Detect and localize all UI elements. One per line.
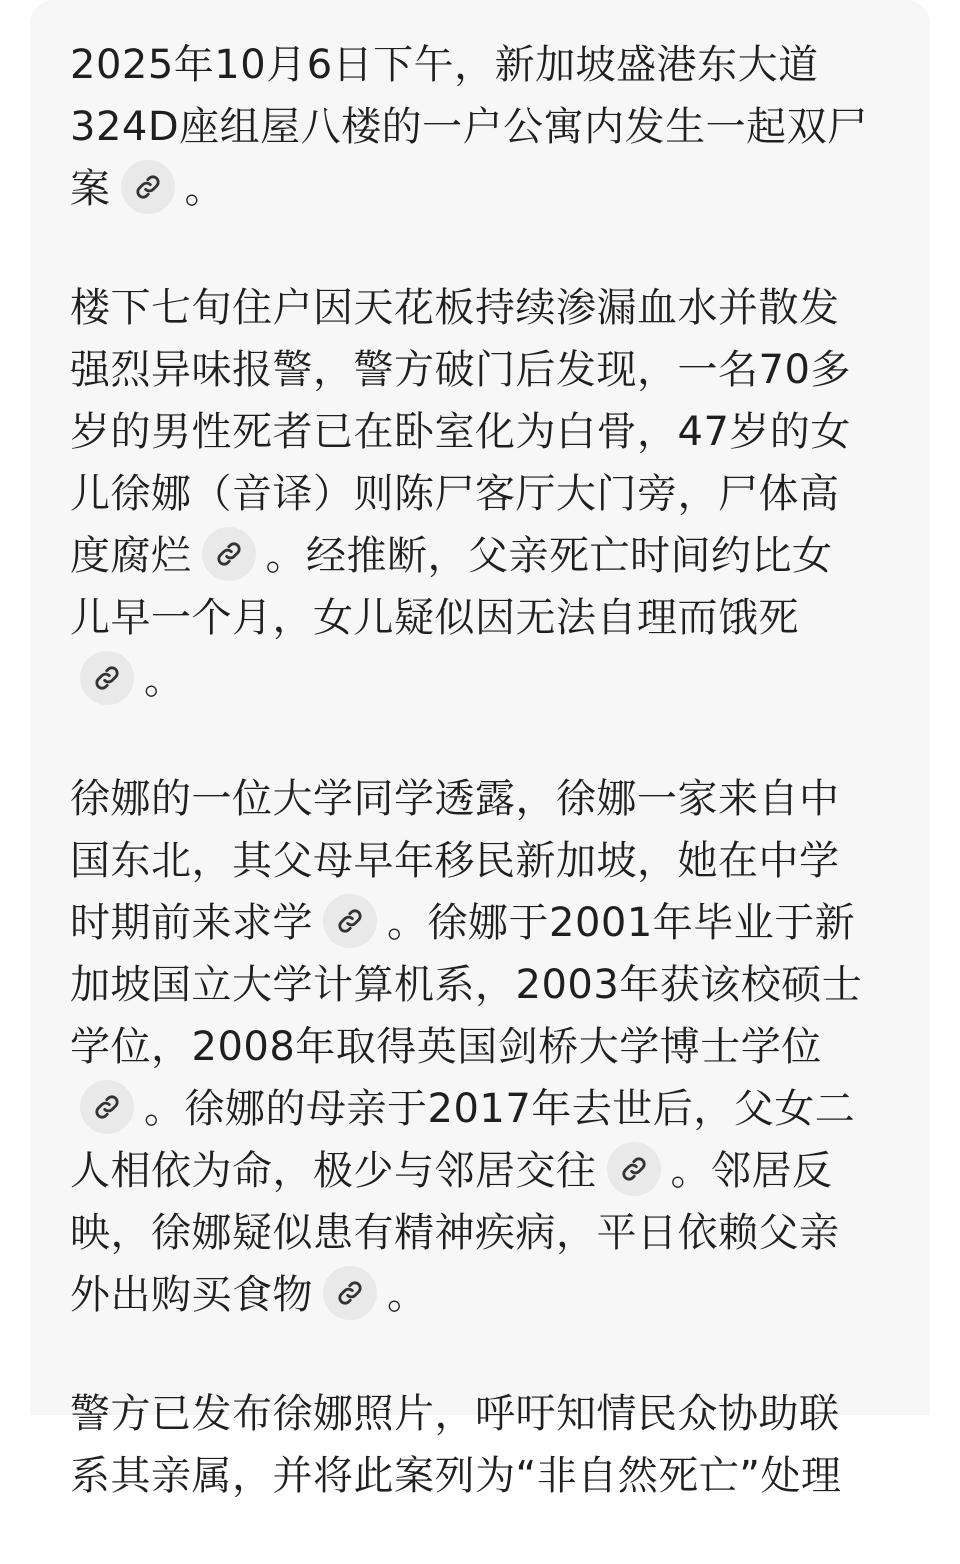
text-segment: 加坡国立大学计算机系，2003年获该校硕士 — [70, 962, 863, 1008]
text-line — [70, 34, 880, 96]
text-segment: 强烈异味报警，警方破门后发现，一名70多 — [70, 347, 851, 393]
text-segment: 。 — [387, 1272, 428, 1318]
text-segment: 映，徐娜疑似患有精神疾病，平日依赖父亲 — [70, 1210, 840, 1256]
text-line — [70, 277, 880, 339]
source-link-button[interactable] — [202, 527, 256, 581]
text-line — [70, 1140, 880, 1202]
source-link-button[interactable] — [121, 160, 175, 214]
text-segment: 楼下七旬住户因天花板持续渗漏血水并散发 — [70, 285, 840, 331]
text-line — [70, 525, 880, 587]
text-line — [70, 96, 880, 158]
text-segment: 儿早一个月，女儿疑似因无法自理而饿死 — [70, 595, 799, 641]
text-segment: 外出购买食物 — [70, 1272, 313, 1318]
text-line — [70, 401, 880, 463]
text-segment: 岁的男性死者已在卧室化为白骨，47岁的女 — [70, 409, 851, 455]
text-segment: 儿徐娜（音译）则陈尸客厅大门旁，尸体高 — [70, 471, 840, 517]
text-segment: 人相依为命，极少与邻居交往 — [70, 1148, 597, 1194]
text-segment: 警方已发布徐娜照片，呼吁知情民众协助联 — [70, 1391, 840, 1437]
text-segment: 度腐烂 — [70, 533, 192, 579]
text-segment: 。 — [184, 166, 225, 212]
text-line — [70, 587, 880, 649]
article-body — [70, 34, 880, 1564]
text-line — [70, 649, 880, 711]
text-segment: 学位，2008年取得英国剑桥大学博士学位 — [70, 1024, 822, 1070]
text-line — [70, 830, 880, 892]
paragraph — [70, 1383, 880, 1507]
text-segment: 。经推断，父亲死亡时间约比女 — [265, 533, 833, 579]
text-segment: 。徐娜于2001年毕业于新 — [387, 900, 856, 946]
text-segment: 时期前来求学 — [70, 900, 313, 946]
text-line — [70, 768, 880, 830]
paragraph — [70, 768, 880, 1326]
text-segment: 系其亲属，并将此案列为“非自然死亡”处理 — [70, 1453, 842, 1499]
source-link-button[interactable] — [323, 894, 377, 948]
text-line — [70, 954, 880, 1016]
text-line — [70, 1078, 880, 1140]
source-link-button[interactable] — [80, 1080, 134, 1134]
text-line — [70, 1383, 880, 1445]
source-link-button[interactable] — [80, 651, 134, 705]
text-line — [70, 1264, 880, 1326]
text-segment: 。邻居反 — [670, 1148, 833, 1194]
text-line — [70, 158, 880, 220]
text-line — [70, 1445, 880, 1507]
text-segment: 案 — [70, 166, 111, 212]
paragraph — [70, 277, 880, 711]
text-segment: 2025年10月6日下午，新加坡盛港东大道 — [70, 42, 819, 88]
text-line — [70, 1016, 880, 1078]
source-link-button[interactable] — [607, 1142, 661, 1196]
text-segment: 。 — [144, 657, 185, 703]
text-segment: 国东北，其父母早年移民新加坡，她在中学 — [70, 838, 840, 884]
text-segment: 324D座组屋八楼的一户公寓内发生一起双尸 — [70, 104, 868, 150]
text-line — [70, 463, 880, 525]
text-line — [70, 1202, 880, 1264]
paragraph — [70, 34, 880, 220]
text-line — [70, 892, 880, 954]
text-segment: 徐娜的一位大学同学透露，徐娜一家来自中 — [70, 776, 840, 822]
source-link-button[interactable] — [323, 1266, 377, 1320]
text-segment: 。徐娜的母亲于2017年去世后，父女二 — [144, 1086, 856, 1132]
text-line — [70, 339, 880, 401]
